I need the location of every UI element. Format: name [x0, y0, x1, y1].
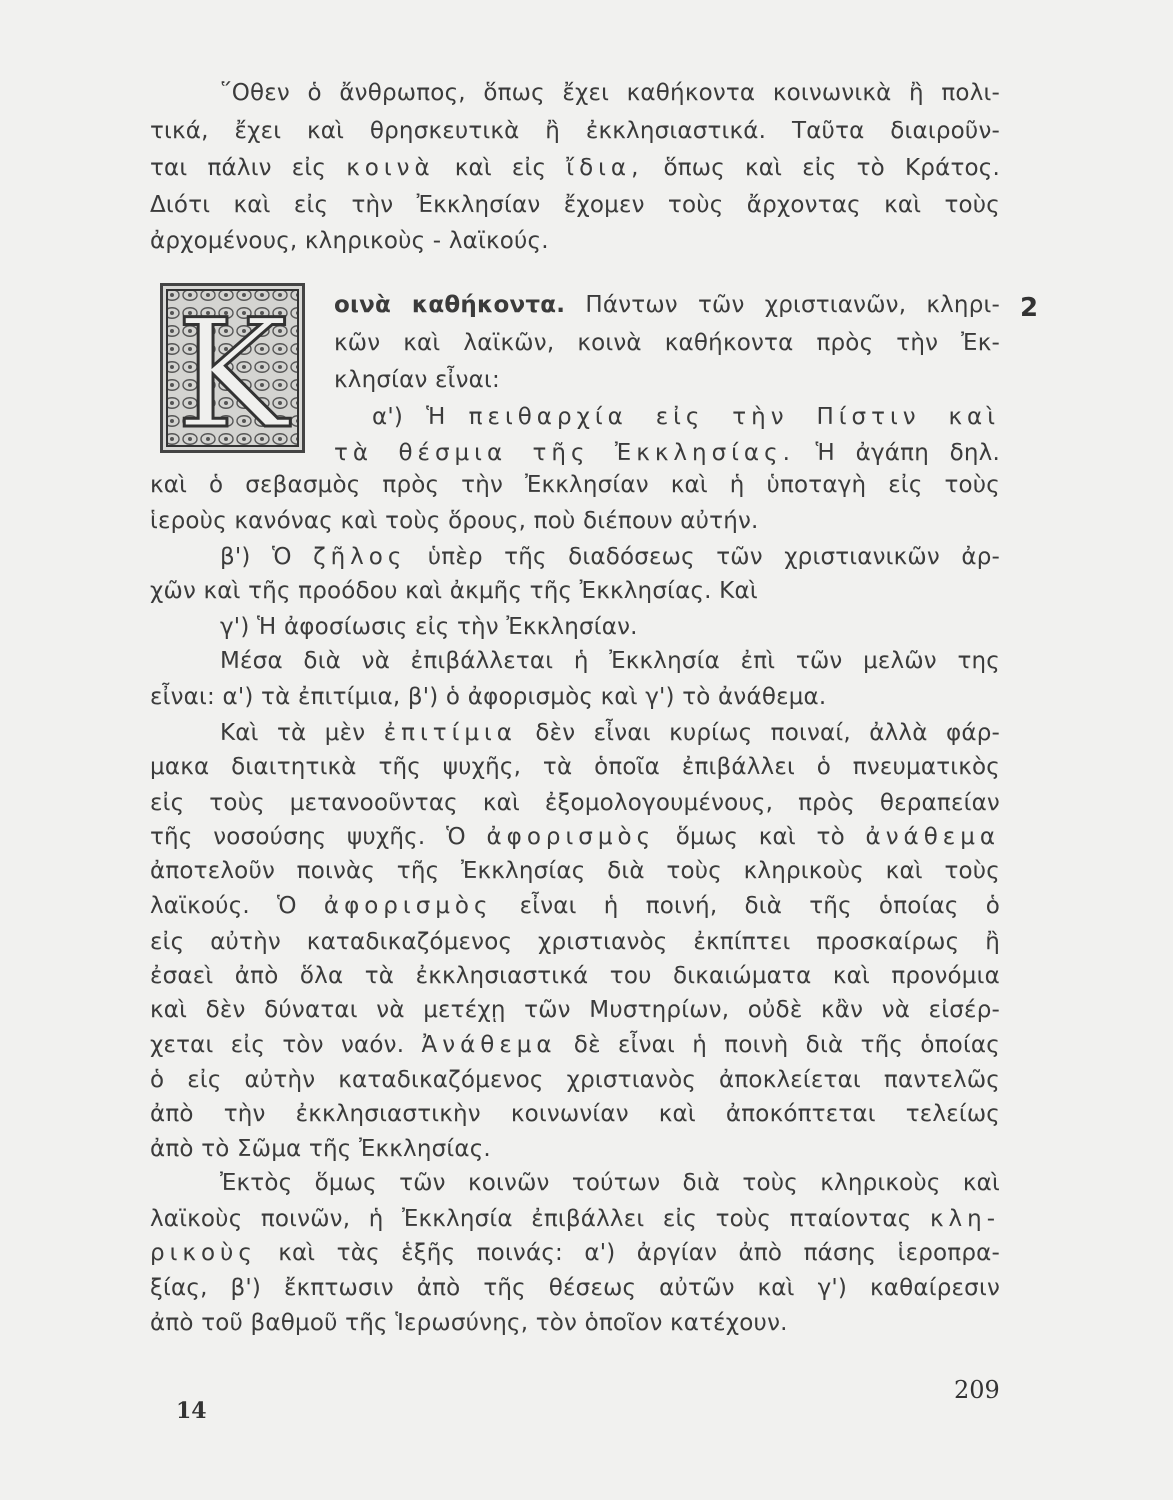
text-line: κῶν καὶ λαϊκῶν, κοινὰ καθήκοντα πρὸς τὴν Ἐκ- — [334, 330, 1000, 356]
text-span: Καὶ τὰ μὲν — [220, 720, 384, 746]
text-span: καὶ τὰς ἑξῆς ποινάς: α') ἀργίαν ἀπὸ πάσης ἱεροπρα- — [256, 1240, 1000, 1266]
text-span: λαϊκούς. Ὁ — [150, 893, 324, 919]
text-line — [150, 153, 1000, 183]
spaced-term: ἀφορισμὸς — [486, 824, 656, 850]
illuminated-initial — [160, 283, 305, 453]
text-line — [150, 718, 1000, 748]
section-heading: οινὰ καθήκοντα. — [334, 292, 566, 318]
text-line: ἀποτελοῦν ποινὰς τῆς Ἐκκλησίας διὰ τοὺς κληρικοὺς καὶ τοὺς — [150, 858, 1000, 884]
text-span: α') Ἡ — [372, 404, 469, 430]
spaced-term: Ἀνάθεμα — [421, 1032, 557, 1058]
text-line: Ἐκτὸς ὅμως τῶν κοινῶν τούτων διὰ τοὺς κληρικοὺς καὶ — [220, 1170, 1000, 1196]
spaced-term: ρικοὺς — [150, 1240, 257, 1266]
text-line — [150, 1204, 1000, 1234]
text-line: ὁ εἰς αὐτὴν καταδικαζόμενος χριστιανὸς ἀποκλείεται παντελῶς — [150, 1067, 1000, 1093]
spaced-term: πειθαρχία εἰς τὴν Πίστιν καὶ — [468, 404, 1000, 430]
text-span: β') Ὁ — [220, 544, 314, 570]
margin-section-number: 2 — [1020, 293, 1039, 323]
spaced-term: τὰ θέσμια τῆς Ἐκκλησίας. — [334, 440, 795, 466]
spaced-term: κοινὰ — [346, 155, 435, 181]
text-span: ὅμως καὶ τὸ — [655, 824, 866, 850]
text-line: Μέσα διὰ νὰ ἐπιβάλλεται ἡ Ἐκκλησία ἐπὶ τῶν μελῶν της — [220, 648, 1000, 674]
text-span: ται πάλιν εἰς — [150, 155, 347, 181]
page-number: 209 — [954, 1376, 1000, 1404]
text-line — [150, 891, 1000, 921]
spaced-term: ζῆλος — [313, 544, 407, 570]
text-span: χεται εἰς τὸν ναόν. — [150, 1032, 422, 1058]
text-span: τῆς νοσούσης ψυχῆς. Ὁ — [150, 824, 487, 850]
text-line — [150, 542, 1000, 572]
text-span: δὲ εἶναι ἡ ποινὴ διὰ τῆς ὁποίας — [556, 1032, 1000, 1058]
text-line: εἰς αὐτὴν καταδικαζόμενος χριστιανὸς ἐκπίπτει προσκαίρως ἢ — [150, 929, 1000, 955]
spaced-term: ἴδια, — [566, 155, 644, 181]
text-line: γ') Ἡ ἀφοσίωσις εἰς τὴν Ἐκκλησίαν. — [220, 614, 638, 640]
text-line: τικά, ἔχει καὶ θρησκευτικὰ ἢ ἐκκλησιαστικά. Ταῦτα διαιροῦν- — [150, 118, 1000, 144]
text-line: καὶ ὁ σεβασμὸς πρὸς τὴν Ἐκκλησίαν καὶ ἡ ὑποταγὴ εἰς τοὺς — [150, 472, 1000, 498]
text-line — [150, 1030, 1000, 1060]
text-line: ῞Οθεν ὁ ἄνθρωπος, ὅπως ἔχει καθήκοντα κοινωνικὰ ἢ πολι- — [220, 80, 1000, 106]
signature-mark: 14 — [176, 1398, 207, 1424]
text-span: δὲν εἶναι κυρίως ποιναί, ἀλλὰ φάρ- — [516, 720, 1000, 746]
text-line: χῶν καὶ τῆς προόδου καὶ ἀκμῆς τῆς Ἐκκλησίας. Καὶ — [150, 578, 758, 604]
spaced-term: κλη- — [929, 1206, 1000, 1232]
spaced-term: ἐπιτίμια — [383, 720, 517, 746]
text-line: εἶναι: α') τὰ ἐπιτίμια, β') ὁ ἀφορισμὸς καὶ γ') τὸ ἀνάθεμα. — [150, 684, 827, 710]
text-line — [372, 402, 1000, 432]
text-line — [334, 290, 1000, 320]
spaced-term: ἀφορισμὸς — [323, 893, 493, 919]
text-line: καὶ δὲν δύναται νὰ μετέχῃ τῶν Μυστηρίων, οὐδὲ κἂν νὰ εἰσέρ- — [150, 997, 1000, 1023]
text-line — [334, 438, 1000, 468]
text-line — [150, 1238, 1000, 1268]
ornament-pattern-icon — [163, 286, 302, 450]
text-line: ἱεροὺς κανόνας καὶ τοὺς ὅρους, ποὺ διέπουν αὐτήν. — [150, 508, 759, 534]
text-line: ἀπὸ τὴν ἐκκλησιαστικὴν κοινωνίαν καὶ ἀποκόπτεται τελείως — [150, 1101, 1000, 1127]
spaced-term: ἀνάθεμα — [865, 824, 1000, 850]
text-line — [150, 822, 1000, 852]
text-line: ξίας, β') ἔκπτωσιν ἀπὸ τῆς θέσεως αὐτῶν καὶ γ') καθαίρεσιν — [150, 1275, 1000, 1301]
text-line: εἰς τοὺς μετανοοῦντας καὶ ἐξομολογουμένους, πρὸς θεραπείαν — [150, 790, 1000, 816]
text-span: Ἡ ἀγάπη δηλ. — [794, 440, 1000, 466]
text-span: Πάντων τῶν χριστιανῶν, κληρι- — [565, 292, 1000, 318]
text-line: ἀρχομένους, κληρικοὺς - λαϊκούς. — [150, 228, 549, 254]
text-line: κλησίαν εἶναι: — [334, 367, 500, 393]
text-span: ὑπὲρ τῆς διαδόσεως τῶν χριστιανικῶν ἀρ- — [406, 544, 1000, 570]
text-line: ἐσαεὶ ἀπὸ ὅλα τὰ ἐκκλησιαστικά του δικαιώματα καὶ προνόμια — [150, 963, 1000, 989]
text-line: ἀπὸ τοῦ βαθμοῦ τῆς Ἱερωσύνης, τὸν ὁποῖον κατέχουν. — [150, 1310, 788, 1336]
text-span: καὶ εἰς — [434, 155, 567, 181]
text-span: λαϊκοὺς ποινῶν, ἡ Ἐκκλησία ἐπιβάλλει εἰς τοὺς πταίοντας — [150, 1206, 930, 1232]
text-span: εἶναι ἡ ποινή, διὰ τῆς ὁποίας ὁ — [492, 893, 1000, 919]
text-line: ἀπὸ τὸ Σῶμα τῆς Ἐκκλησίας. — [150, 1136, 491, 1162]
text-line: Διότι καὶ εἰς τὴν Ἐκκλησίαν ἔχομεν τοὺς ἄρχοντας καὶ τοὺς — [150, 192, 1000, 218]
text-span: ὅπως καὶ εἰς τὸ Κράτος. — [643, 155, 1000, 181]
dropcap-letter: K — [175, 288, 289, 450]
text-line: μακα διαιτητικὰ τῆς ψυχῆς, τὰ ὁποῖα ἐπιβάλλει ὁ πνευματικὸς — [150, 754, 1000, 780]
